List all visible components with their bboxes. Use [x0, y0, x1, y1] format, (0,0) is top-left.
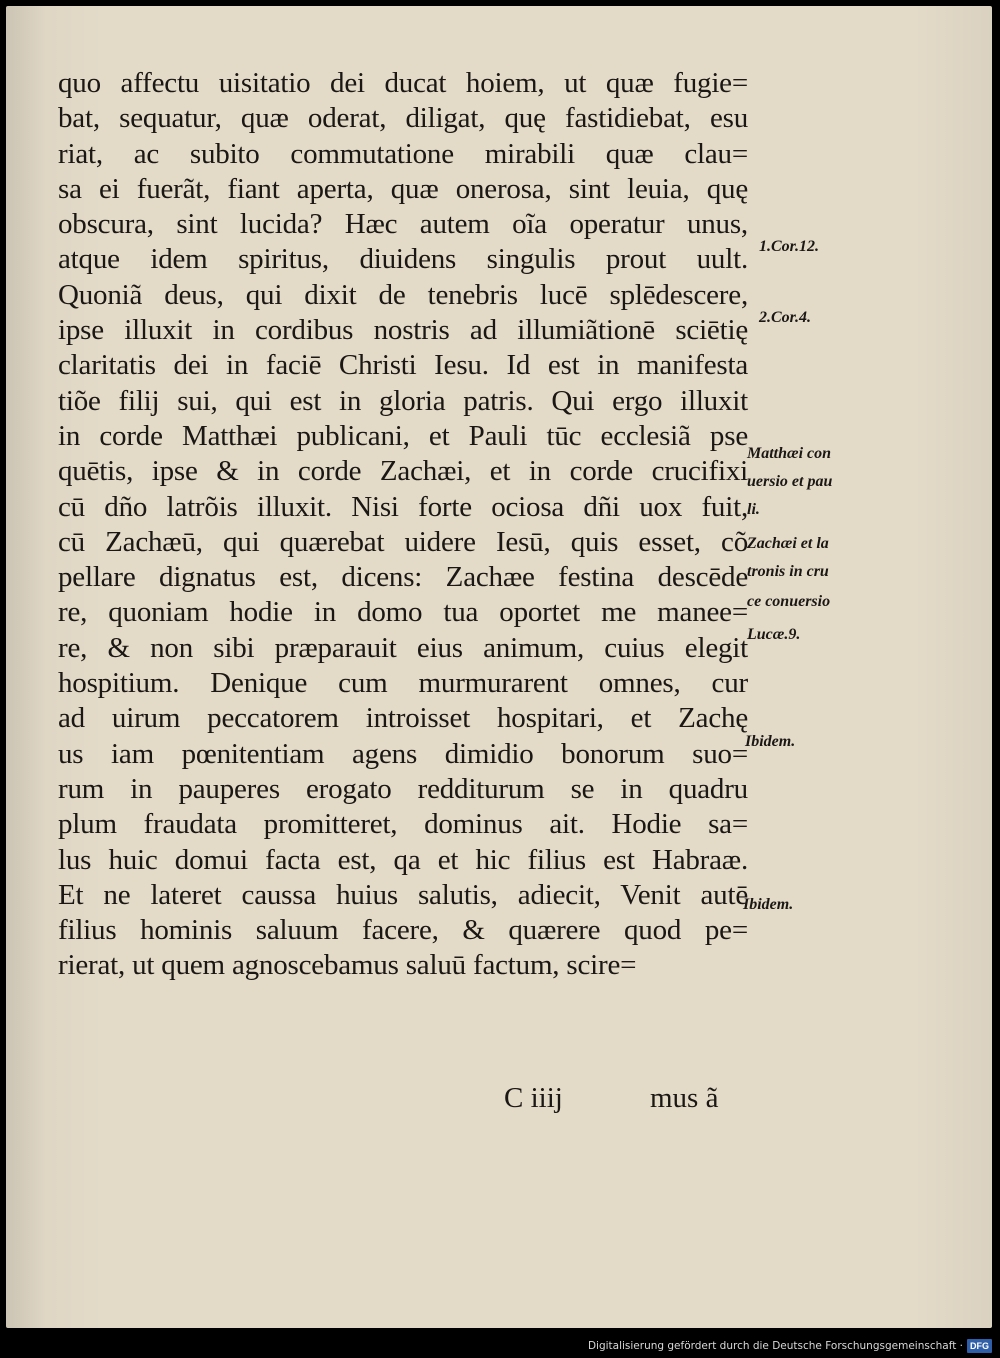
marginal-note-zachaei-1: Zachæi et la — [747, 535, 829, 552]
marginal-note-matthaei-2: uersio et pau — [747, 473, 833, 490]
text-line: quētis, ipse & in corde Zachæi, et in corde crucifixi — [58, 455, 748, 488]
text-line: quo affectu uisitatio dei ducat hoiem, ut quæ fugie= — [58, 67, 748, 99]
text-line: filius hominis saluum facere, & quærere quod pe= — [58, 914, 748, 947]
credit-text: Digitalisierung gefördert durch die Deutsche Forschungsgemeinschaft · — [587, 1340, 963, 1352]
text-line: sa ei fuerãt, fiant aperta, quæ onerosa, sint leuia, quę — [58, 172, 748, 205]
book-page — [6, 6, 992, 1328]
signature-mark: C iiij — [504, 1082, 563, 1114]
text-line: bat, sequatur, quæ oderat, diligat, quę fastidiebat, esu — [58, 102, 748, 135]
text-line: riat, ac subito commutatione mirabili quæ clau= — [58, 137, 748, 170]
text-line: rierat, ut quem agnoscebamus saluū factum, scire= — [58, 949, 637, 982]
text-line: tiõe filij sui, qui est in gloria patris. Qui ergo illuxit — [58, 384, 748, 417]
text-line: ad uirum peccatorem introisset hospitari, et Zachę — [58, 702, 748, 735]
text-line: atque idem spiritus, diuidens singulis prout uult. — [58, 243, 748, 276]
text-line: Quoniã deus, qui dixit de tenebris lucē splēdescere, — [58, 278, 748, 311]
marginal-note-zachaei-3: ce conuersio — [747, 593, 831, 610]
text-line: rum in pauperes erogato redditurum se in quadru — [58, 772, 748, 805]
text-line: obscura, sint lucida? Hæc autem oĩa operatur unus, — [58, 208, 748, 241]
marginal-note-lucae: Lucæ.9. — [747, 626, 801, 643]
text-line: lus huic domui facta est, qa et hic filius est Habraæ. — [58, 843, 748, 876]
credit-bar — [588, 1339, 992, 1353]
marginal-note-cor12: 1.Cor.12. — [759, 238, 820, 255]
marginal-note-cor4: 2.Cor.4. — [759, 309, 812, 326]
marginal-note-ibidem-1: Ibidem. — [745, 733, 796, 750]
marginal-note-zachaei-2: tronis in cru — [747, 563, 829, 580]
text-line: ipse illuxit in cordibus nostris ad illumiãtionē sciētię — [58, 314, 748, 347]
body-text — [58, 66, 758, 984]
text-line: claritatis dei in faciē Christi Iesu. Id est in manifesta — [58, 349, 748, 382]
marginal-note-ibidem-2: Ibidem. — [743, 896, 794, 913]
marginal-note-matthaei-3: li. — [747, 501, 760, 518]
text-line: Et ne lateret caussa huius salutis, adiecit, Venit autē — [58, 878, 748, 911]
text-line: re, quoniam hodie in domo tua oportet me manee= — [58, 596, 748, 629]
catchword: mus ã — [650, 1082, 719, 1114]
text-line: in corde Matthæi publicani, et Pauli tūc ecclesiã pse — [58, 419, 748, 452]
text-line: cū dño latrõis illuxit. Nisi forte ociosa dñi uox fuit, — [58, 490, 748, 523]
marginal-note-matthaei-1: Matthæi con — [747, 445, 832, 462]
dfg-logo: DFG — [967, 1339, 992, 1353]
text-line: plum fraudata promitteret, dominus ait. Hodie sa= — [58, 808, 748, 841]
text-line: pellare dignatus est, dicens: Zachæe festina descēde — [58, 561, 748, 594]
text-line: re, & non sibi præparauit eius animum, cuius elegit — [58, 631, 748, 664]
text-line: cū Zachæū, qui quærebat uidere Iesū, quis esset, cõ — [58, 525, 748, 558]
text-line: us iam pœnitentiam agens dimidio bonorum suo= — [58, 737, 748, 770]
text-line: hospitium. Denique cum murmurarent omnes, cur — [58, 667, 748, 700]
